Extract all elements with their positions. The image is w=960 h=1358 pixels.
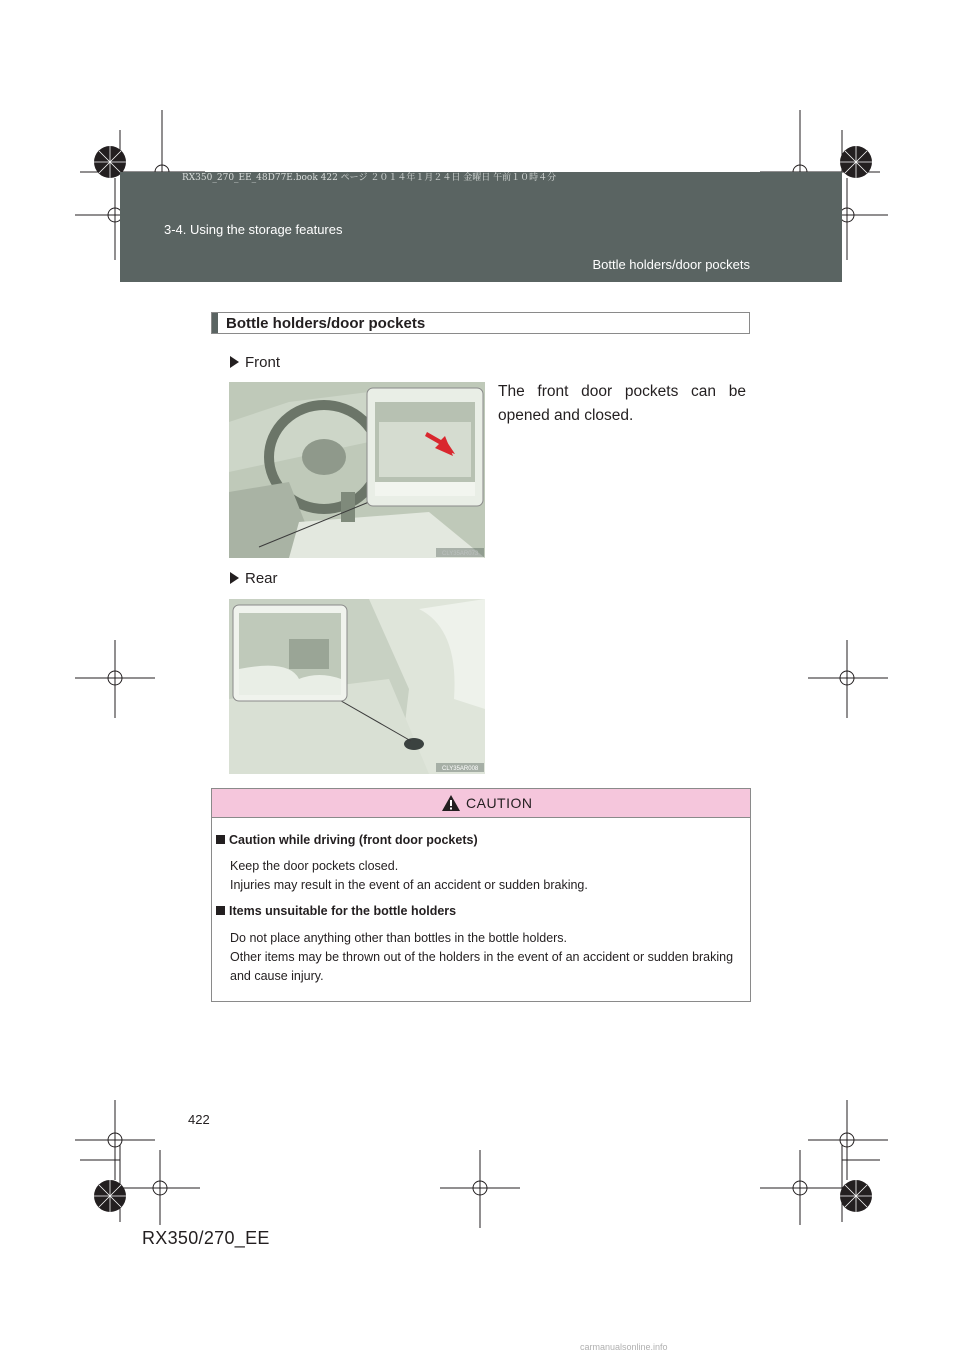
- section-title-text: Bottle holders/door pockets: [226, 315, 426, 332]
- caution-item-title: [216, 904, 456, 918]
- caution-line: Injuries may result in the event of an accident or sudden braking.: [230, 878, 588, 892]
- front-description: The front door pockets can be opened and closed.: [498, 383, 746, 424]
- rear-label: [230, 570, 278, 587]
- section-title: [211, 312, 750, 334]
- rear-label-text: Rear: [245, 570, 278, 587]
- caution-line: Do not place anything other than bottles in the bottle holders.: [230, 931, 568, 945]
- running-title: Bottle holders/door pockets: [592, 257, 750, 272]
- front-illustration-svg: [229, 382, 485, 558]
- caution-item-body: [230, 929, 746, 986]
- front-image-code: CLY35AR073: [442, 551, 479, 557]
- square-bullet-icon: [216, 906, 225, 915]
- chapter-title: 3-4. Using the storage features: [164, 222, 343, 237]
- front-label: [230, 354, 280, 371]
- section-title-bar: [212, 313, 218, 333]
- caution-box: [211, 788, 751, 1002]
- model-code: RX350/270_EE: [142, 1228, 270, 1248]
- caution-header: [212, 789, 750, 818]
- caution-item-title: [216, 833, 478, 847]
- warning-triangle-icon: [442, 795, 460, 811]
- caution-item-title-text: Items unsuitable for the bottle holders: [229, 904, 457, 918]
- triangle-bullet-icon: [230, 572, 239, 584]
- front-label-text: Front: [245, 354, 281, 371]
- file-info-text: RX350_270_EE_48D77E.book 422 ページ ２０１４年１月２４日 金曜日 午前１０時４分: [182, 173, 557, 183]
- caution-line: Keep the door pockets closed.: [230, 859, 399, 873]
- rear-image-code: CLY35AR008: [442, 766, 479, 772]
- caution-heading: CAUTION: [466, 795, 533, 811]
- caution-line: Other items may be thrown out of the holders in the event of an accident or sudden braking and cause injury.: [230, 950, 734, 983]
- rear-bottle-holder-illustration: [229, 599, 485, 774]
- front-door-pocket-illustration: [229, 382, 485, 558]
- caution-item-title-text: Caution while driving (front door pockets): [229, 833, 478, 847]
- page-number: 422: [188, 1112, 210, 1127]
- square-bullet-icon: [216, 835, 225, 844]
- watermark-text: carmanualsonline.info: [580, 1342, 668, 1352]
- rear-illustration-svg: [229, 599, 485, 774]
- caution-item-body: [230, 857, 746, 895]
- triangle-bullet-icon: [230, 356, 239, 368]
